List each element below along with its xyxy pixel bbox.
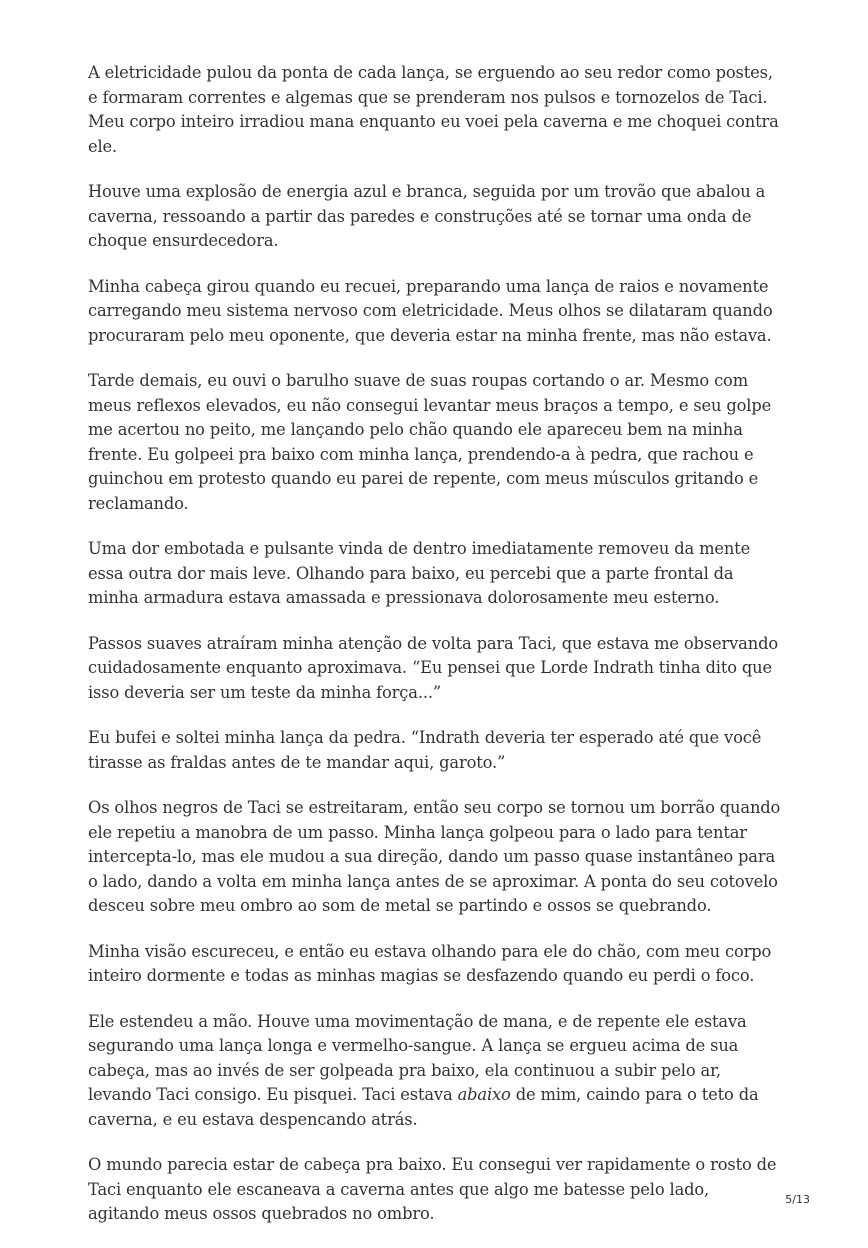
- paragraph-7: Eu bufei e soltei minha lança da pedra. “Indrath deveria ter esperado até que você tirasse as fraldas antes de te mandar aqui, garoto.”: [88, 728, 762, 772]
- paragraph-1: A eletricidade pulou da ponta de cada lança, se erguendo ao seu redor como postes, e formaram correntes e algemas que se prenderam nos pulsos e tornozelos de Taci. Meu corpo inteiro irradiou mana enquanto eu voei pela caverna e me choquei contra ele.: [88, 63, 779, 156]
- paragraph-11: O mundo parecia estar de cabeça pra baixo. Eu consegui ver rapidamente o rosto de Taci enquanto ele escaneava a caverna antes que algo me batesse pelo lado, agitando meus ossos quebrados no ombro.: [88, 1155, 777, 1223]
- paragraph-2: Houve uma explosão de energia azul e branca, seguida por um trovão que abalou a caverna, ressoando a partir das paredes e construções até se tornar uma onda de choque ensurdecedora.: [88, 182, 766, 250]
- paragraph-10-italic: abaixo: [457, 1085, 511, 1104]
- paragraph-9: Minha visão escureceu, e então eu estava olhando para ele do chão, com meu corpo inteiro dormente e todas as minhas magias se desfazendo quando eu perdi o foco.: [88, 941, 772, 985]
- paragraph-8: Os olhos negros de Taci se estreitaram, então seu corpo se tornou um borrão quando ele repetiu a manobra de um passo. Minha lança golpeou para o lado para tentar intercepta-lo, mas ele mudou a sua direção, dando um passo quase instantâneo para o lado, dando a volta em minha lança antes de se aproximar. A ponta do seu cotovelo desceu sobre meu ombro ao som de metal se partindo e ossos se quebrando.: [88, 798, 781, 915]
- paragraph-6: Passos suaves atraíram minha atenção de volta para Taci, que estava me observando cuidadosamente enquanto aproximava. “Eu pensei que Lorde Indrath tinha dito que isso deveria ser um teste da minha força...”: [88, 633, 778, 702]
- paragraph-5: Uma dor embotada e pulsante vinda de dentro imediatamente removeu da mente essa outra dor mais leve. Olhando para baixo, eu percebi que a parte frontal da minha armadura estava amassada e pressionava dolorosamente meu esterno.: [88, 539, 751, 607]
- paragraph-3: Minha cabeça girou quando eu recuei, preparando uma lança de raios e novamente carregando meu sistema nervoso com eletricidade. Meus olhos se dilataram quando procuraram pelo meu oponente, que deveria estar na minha frente, mas não estava.: [88, 276, 773, 345]
- paragraph-10: [88, 1010, 784, 1133]
- page-content: [88, 61, 784, 1248]
- paragraph-4: Tarde demais, eu ouvi o barulho suave de suas roupas cortando o ar. Mesmo com meus reflexos elevados, eu não consegui levantar meus braços a tempo, e seu golpe me acertou no peito, me lançando pelo chão quando ele apareceu bem na minha frente. Eu golpeei pra baixo com minha lança, prendendo-a à pedra, que rachou e guinchou em protesto quando eu parei de repente, com meus músculos gritando e reclamando.: [88, 371, 772, 513]
- paragraph-10-end: de mim, caindo para o teto da caverna, e eu estava despencando atrás.: [88, 1085, 759, 1129]
- paragraph-10-start: Ele estendeu a mão. Houve uma movimentação de mana, e de repente ele estava segurando uma lança longa e vermelho-sangue. A lança se ergueu acima de sua cabeça, mas ao invés de ser golpeada pra baixo, ela continuou a subir pelo ar, levando Taci consigo. Eu pisquei. Taci estava: [88, 1011, 747, 1104]
- page-number: 5/13: [785, 1193, 810, 1206]
